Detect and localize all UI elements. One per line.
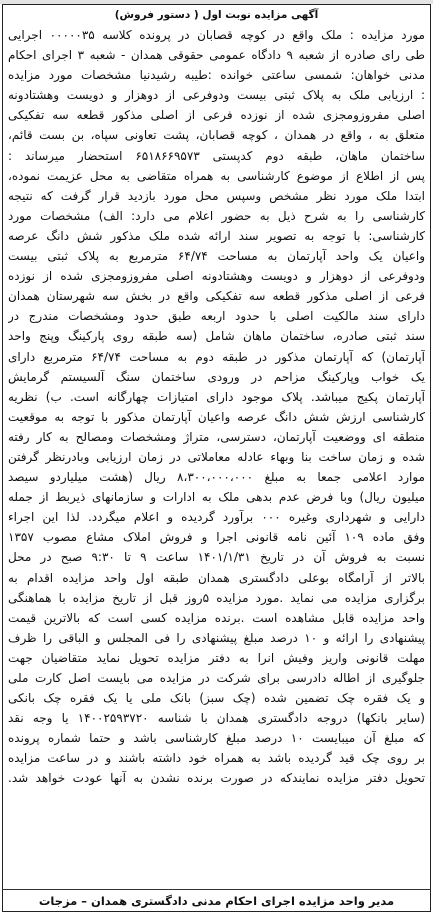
notice-text-line: و یک فقره چک تضمین شده (چک سبز) بانک ملی یا یک فقره چک بانکی <box>8 691 425 706</box>
notice-text-line: تحویل دفتر مزایده نمایندکه در صورت برنده نشدن به آنها عودت خواهد شد. <box>8 771 425 786</box>
notice-text-line: آپارتمان) که آپارتمان مذکور در طبقه دوم به مساحت ۶۴/۷۴ مترمربع دارای <box>8 349 425 364</box>
notice-text-line: کارشناسی: با توجه به تصویر سند ارائه شده ملک مذکور شش دانگ عرصه <box>8 228 425 243</box>
notice-text-line: ساختمان ماهان، طبقه دوم کدپستی ۶۵۱۸۶۶۹۵۷۳ استحضار میرساند : <box>8 148 425 163</box>
notice-footer: مدیر واحد مزایده اجرای احکام مدنی دادگستری همدان – مزجات <box>38 894 395 908</box>
notice-text-line: نسبت به فروش آن در تاریخ ۱۴۰۱/۱/۳۱ ساعت ۹ تا ۹:۳۰ صبح در محل <box>8 550 425 565</box>
notice-text-line: که مبلغ آن میبایست ۱۰ درصد مبلغ کارشناسی باشد و حتما شماره پرونده <box>8 731 425 746</box>
notice-text-line: واعیان یک واحد آپارتمان به مساحت ۶۴/۷۴ مترمربع به پلاک ثبتی بیست <box>8 249 425 264</box>
notice-body <box>8 25 425 890</box>
notice-text-line: برگزاری مزایده می نماید .مورد مزایده ۵روز قبل از تاریخ مزایده با هماهنگی <box>8 590 425 605</box>
notice-text-line: ودوفرعی از دوهزار و دویست وهشتادونه اصلی مفروزومجزی شده از نوزده <box>8 269 425 284</box>
notice-text-line: بر روی چک قید گردیده باشد به همراه خود داشته باشند و در ساعت مزایده <box>8 751 425 766</box>
notice-text-line: منطقه ای ووضعیت آپارتمان، دسترسی، متراژ ومشخصات ومصالح به کار رفته <box>8 429 425 444</box>
notice-text-line: متعلق به ، واقع در همدان ، کوچه قصابان، پشت تعاونی سپاه، بن بست قائم، <box>8 128 425 143</box>
notice-text-line: میلیون ریال) وبا فرض عدم بدهی ملک به ادارات و سازمانهای ذیربط از جمله <box>8 490 425 505</box>
notice-text-line: : ارزیابی ملک به پلاک ثبتی بیست ودوفرعی از دوهزار و دویست وهشتادونه <box>8 88 425 103</box>
footer-divider <box>2 889 431 890</box>
notice-text-line: وفق ماده ۱۰۹ آئین نامه قانونی اجرا و فروش املاک مشاع مصوب ۱۳۵۷ <box>8 530 425 545</box>
notice-text-line: کارشناسی را به شرح ذیل به حضور اعلام می دارد: الف) مشخصات مورد <box>8 208 425 223</box>
notice-text-line: کارشناسی ارزش شش دانگ عرصه واعیان آپارتمان مذکور با توجه به موقعیت <box>8 409 425 424</box>
notice-text-line: دارای سند مالکیت اصلی با حدود اربعه طبق حدود ومشخصات مندرج در <box>8 309 425 324</box>
notice-text-line: جلوگیری از اطاله دادرسی برای شرکت در مزایده می بایست اصل کارت ملی <box>8 671 425 685</box>
notice-text-line: سند ثبتی صادره، ساختمان ماهان شامل (سه طبقه روی پارکینگ وپنج واحد <box>8 329 425 344</box>
notice-text-line: شده و زمان ساخت بنا وبهاء عادله معاملاتی در زمان ارزیابی وبادرنظر گرفتن <box>8 449 425 464</box>
notice-text-line: پس از اطلاع از موضوع کارشناسی به همراه متقاضی به محل عزیمت نموده، <box>8 168 425 183</box>
notice-text-line: مدنی خواهان: شمسی ساعتی خوانده :طیبه رشیدنیا مشخصات مورد مزایده <box>8 68 425 83</box>
notice-text-line: واحد مزایده قابل مشاهده است .برنده مزایده کسی است که بالاترین قیمت <box>8 610 425 625</box>
notice-text-line: اصلی مفروزومجزی شده از نوزده فرعی از اصلی مذکور قطعه سه تفکیکی <box>8 108 425 123</box>
notice-text-line: آپارتمان پکیج میباشد. پلاک موجود دارای امتیازات چهارگانه است. ب) نظریه <box>8 389 425 404</box>
notice-text-line: ابتدا ملک مورد نظر مشخص وسپس محل مورد بازدید قرار گرفت که نتیجه <box>8 188 425 203</box>
notice-text-line: طی رای صادره از شعبه ۹ دادگاه عمومی حقوقی همدان - شعبه ۳ اجرای احکام <box>8 48 425 63</box>
notice-text-line: یک خواب وپارکینگ مزاحم در ورودی ساختمان سنگ آلسیستم گرمایش <box>8 369 425 384</box>
notice-text-line: فرعی از اصلی مذکور قطعه سه تفکیکی واقع در بخش سه شهرستان همدان <box>8 289 425 304</box>
notice-title: آگهی مزایده نوبت اول ( دستور فروش) <box>114 9 319 21</box>
notice-text-line: بالاتر از آرامگاه بوعلی دادگستری همدان طبقه اول واحد مزایده اقدام به <box>8 570 425 585</box>
notice-text-line: مورد مزایده : ملک واقع در کوچه قصابان در پرونده کلاسه ۰۰۰۰۰۳۵ اجرایی <box>8 28 425 42</box>
notice-text-line: موارد اعلامی جمعا به مبلغ ۸،۳۰۰،۰۰۰،۰۰۰ ریال (هشت میلیاردو سیصد <box>8 470 425 485</box>
notice-text-line: دارایی و شهرداری وغیره ۰۰۰ برآورد گردیده و اعلام میگردد. لذا این اجراء <box>8 510 425 525</box>
notice-text-line: پیشنهادی را ارائه و ۱۰ درصد مبلغ پیشنهادی را فی المجلس و الباقی را ظرف <box>8 630 425 645</box>
notice-text-line: مهلت قانونی واریز وفیش انرا به دفتر مزایده تحویل نماید متقاضیان جهت <box>8 650 425 665</box>
notice-text-line: (سایر بانکها) دروجه دادگستری همدان با شناسه ۱۴۰۰۲۵۹۳۷۲۰ یا وجه نقد <box>8 711 425 726</box>
